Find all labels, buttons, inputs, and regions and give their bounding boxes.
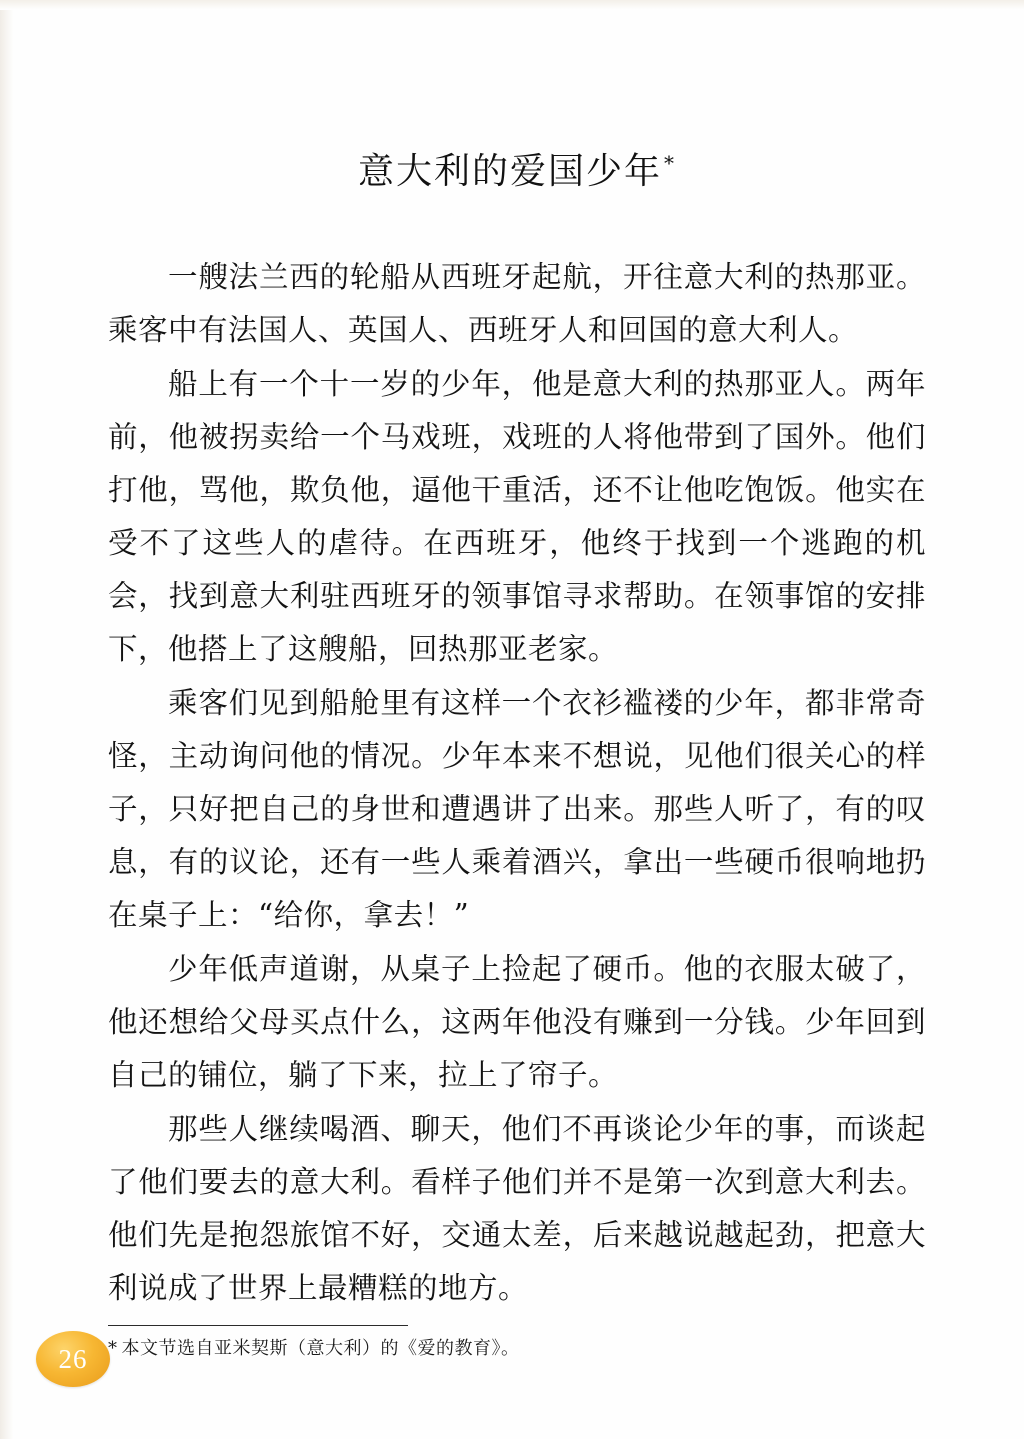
title-footnote-marker: * (664, 151, 676, 175)
paragraph: 乘客们见到船舱里有这样一个衣衫褴褛的少年，都非常奇怪，主动询问他的情况。少年本来不想说，见他们很关心的样子，只好把自己的身世和遭遇讲了出来。那些人听了，有的叹息，有的议论，还有一些人乘着酒兴，拿出一些硬币很响地扔在桌子上：“给你，拿去！” (108, 686, 926, 933)
paragraph: 船上有一个十一岁的少年，他是意大利的热那亚人。两年前，他被拐卖给一个马戏班，戏班的人将他带到了国外。他们打他，骂他，欺负他，逼他干重活，还不让他吃饱饭。他实在受不了这些人的虐待。在西班牙，他终于找到一个逃跑的机会，找到意大利驻西班牙的领事馆寻求帮助。在领事馆的安排下，他搭上了这艘船，回热那亚老家。 (108, 367, 926, 667)
page-title-text: 意大利的爱国少年 (357, 151, 662, 192)
paragraph: 一艘法兰西的轮船从西班牙起航，开往意大利的热那亚。乘客中有法国人、英国人、西班牙人和回国的意大利人。 (108, 260, 926, 348)
page-number-badge (36, 1331, 110, 1387)
footnote-marker: * (108, 1338, 118, 1360)
page-edge-shadow-left (0, 0, 14, 1439)
footnote-divider (108, 1325, 408, 1326)
page-title (108, 150, 926, 193)
footnote-text: 本文节选自亚米契斯（意大利）的《爱的教育》。 (121, 1338, 520, 1360)
page-edge-shadow-top (0, 0, 1024, 10)
page-content (108, 150, 926, 1364)
paragraph: 那些人继续喝酒、聊天，他们不再谈论少年的事，而谈起了他们要去的意大利。看样子他们并不是第一次到意大利去。他们先是抱怨旅馆不好，交通太差，后来越说越起劲，把意大利说成了世界上最糟糕的地方。 (108, 1112, 926, 1306)
page-number: 26 (58, 1343, 88, 1374)
paragraph: 少年低声道谢，从桌子上捡起了硬币。他的衣服太破了，他还想给父母买点什么，这两年他没有赚到一分钱。少年回到自己的铺位，躺了下来，拉上了帘子。 (108, 952, 926, 1093)
footnote (108, 1334, 926, 1364)
article-body (108, 251, 926, 1315)
